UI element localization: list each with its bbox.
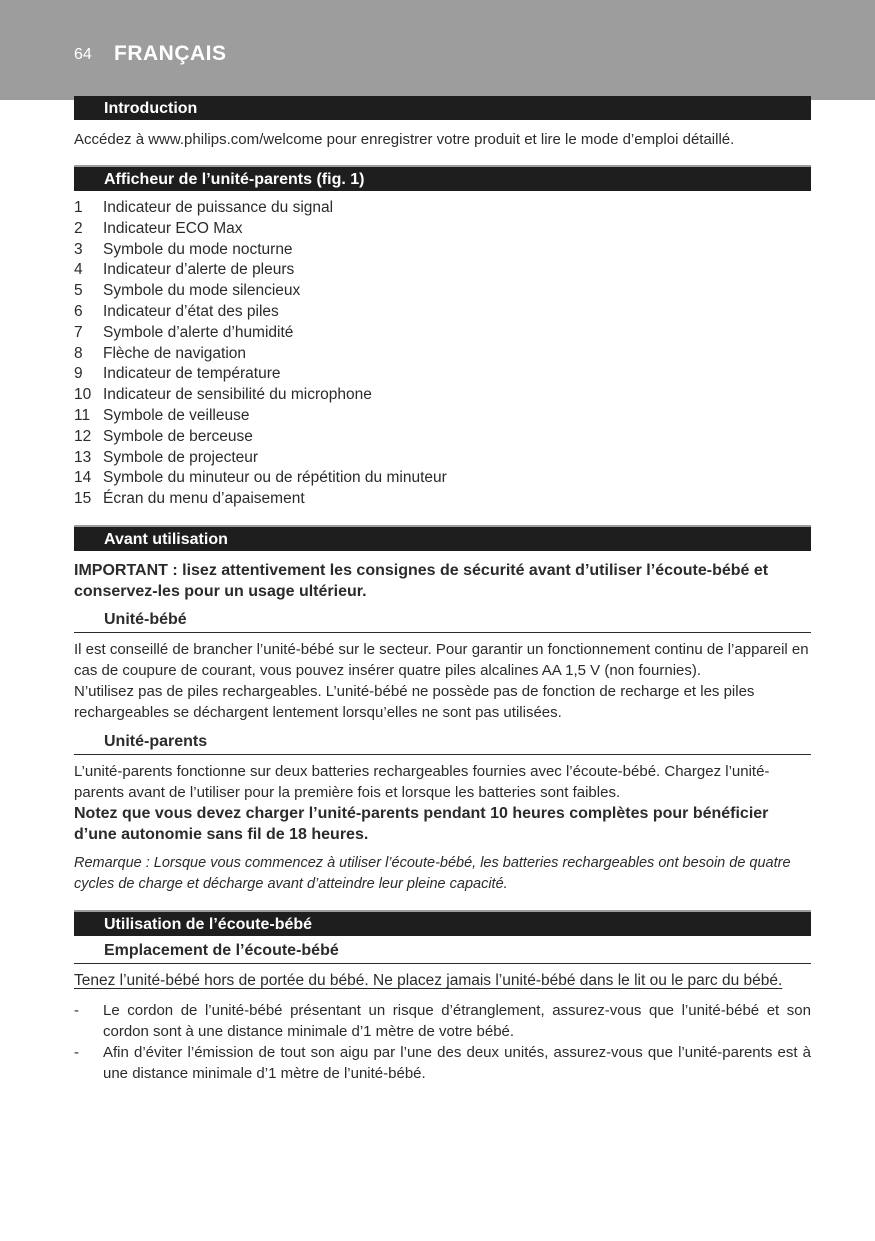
item-number: 4 bbox=[74, 261, 83, 279]
item-number: 5 bbox=[74, 282, 83, 300]
display-items-list bbox=[74, 198, 811, 510]
list-item bbox=[74, 323, 811, 344]
item-label: Indicateur de sensibilité du microphone bbox=[103, 386, 372, 404]
bullet-text: Afin d’éviter l’émission de tout son aigu par l’une des deux unités, assurez-vous que l’unité-parents est à une distance minimale d’1 mètre de l’unité-bébé. bbox=[103, 1043, 811, 1082]
list-item bbox=[74, 364, 811, 385]
item-label: Indicateur de température bbox=[103, 365, 281, 383]
list-item bbox=[74, 1042, 811, 1084]
item-number: 9 bbox=[74, 365, 83, 383]
item-label: Flèche de navigation bbox=[103, 344, 247, 362]
list-item bbox=[74, 219, 811, 240]
bullet-dash: - bbox=[74, 1001, 79, 1019]
item-label: Indicateur de puissance du signal bbox=[103, 199, 334, 216]
baby-unit-paragraph-2: N’utilisez pas de piles rechargeables. L’unité-bébé ne possède pas de fonction de recharge et les piles rechargeables se déchargent lentement lorsqu’elles ne sont pas utilisées. bbox=[74, 682, 755, 721]
item-number: 13 bbox=[74, 448, 92, 466]
charging-notice: Notez que vous devez charger l’unité-parents pendant 10 heures complètes pour bénéficier d’une autonomie sans fil de 18 heures. bbox=[74, 804, 769, 843]
item-number: 11 bbox=[74, 406, 91, 424]
item-label: Symbole du minuteur ou de répétition du minuteur bbox=[103, 469, 447, 487]
item-label: Indicateur ECO Max bbox=[103, 219, 243, 237]
list-item bbox=[74, 406, 811, 427]
item-label: Symbole de berceuse bbox=[103, 427, 253, 445]
list-item bbox=[74, 489, 811, 510]
placement-warning: Tenez l’unité-bébé hors de portée du bébé. Ne placez jamais l’unité-bébé dans le lit ou le parc du bébé. bbox=[74, 971, 783, 989]
important-notice: IMPORTANT : lisez attentivement les consignes de sécurité avant d’utiliser l’écoute-bébé et conservez-les pour un usage ultérieur. bbox=[74, 561, 769, 600]
item-number: 10 bbox=[74, 386, 92, 404]
item-label: Symbole d’alerte d’humidité bbox=[103, 323, 294, 341]
item-number: 14 bbox=[74, 469, 92, 487]
page-content bbox=[74, 94, 811, 1084]
item-label: Indicateur d’état des piles bbox=[103, 302, 279, 320]
subsection-baby-unit-title: Unité-bébé bbox=[74, 609, 811, 633]
list-item bbox=[74, 198, 811, 219]
item-label: Écran du menu d’apaisement bbox=[103, 490, 305, 508]
language-heading: FRANÇAIS bbox=[114, 42, 227, 65]
item-number: 3 bbox=[74, 240, 83, 258]
list-item bbox=[74, 385, 811, 406]
page-header bbox=[0, 0, 875, 100]
item-number: 2 bbox=[74, 219, 83, 237]
section-display-title: Afficheur de l’unité-parents (fig. 1) bbox=[74, 165, 811, 191]
item-number: 7 bbox=[74, 323, 83, 341]
list-item bbox=[74, 260, 811, 281]
item-label: Indicateur d’alerte de pleurs bbox=[103, 261, 295, 279]
item-number: 8 bbox=[74, 344, 83, 362]
item-label: Symbole du mode nocturne bbox=[103, 240, 293, 258]
page-number: 64 bbox=[74, 46, 92, 63]
battery-remark: Remarque : Lorsque vous commencez à utiliser l’écoute-bébé, les batteries rechargeables ont besoin de quatre cycles de charge et décharge avant d’atteindre leur pleine capacité. bbox=[74, 854, 791, 892]
list-item bbox=[74, 448, 811, 469]
item-number: 6 bbox=[74, 302, 83, 320]
subsection-placement-title: Emplacement de l’écoute-bébé bbox=[74, 940, 811, 964]
item-number: 12 bbox=[74, 427, 92, 445]
parent-unit-paragraph: L’unité-parents fonctionne sur deux batteries rechargeables fournies avec l’écoute-bébé. Chargez l’unité-parents avant de l’utiliser pour la première fois et lorsque les batteries sont faibles. bbox=[74, 762, 770, 801]
introduction-text: Accédez à www.philips.com/welcome pour enregistrer votre produit et lire le mode d’emploi détaillé. bbox=[74, 131, 735, 148]
list-item bbox=[74, 240, 811, 261]
list-item bbox=[74, 302, 811, 323]
item-label: Symbole du mode silencieux bbox=[103, 282, 301, 300]
list-item bbox=[74, 344, 811, 365]
subsection-parent-unit-title: Unité-parents bbox=[74, 731, 811, 755]
bullet-text: Le cordon de l’unité-bébé présentant un risque d’étranglement, assurez-vous que l’unité-bébé et son cordon sont à une distance minimale d’1 mètre de votre bébé. bbox=[103, 1001, 811, 1040]
bullet-dash: - bbox=[74, 1043, 79, 1061]
section-using-title: Utilisation de l’écoute-bébé bbox=[74, 910, 811, 936]
list-item bbox=[74, 427, 811, 448]
list-item bbox=[74, 468, 811, 489]
item-label: Symbole de projecteur bbox=[103, 448, 259, 466]
baby-unit-paragraph-1: Il est conseillé de brancher l’unité-bébé sur le secteur. Pour garantir un fonctionnement continu de l’appareil en cas de coupure de courant, vous pouvez insérer quatre piles alcalines AA 1,5 V (non fournies). bbox=[74, 640, 809, 679]
placement-bullets bbox=[74, 1000, 811, 1084]
item-number: 1 bbox=[74, 199, 83, 216]
list-item bbox=[74, 281, 811, 302]
section-introduction-title: Introduction bbox=[74, 94, 811, 120]
item-label: Symbole de veilleuse bbox=[103, 406, 250, 424]
item-number: 15 bbox=[74, 490, 92, 508]
list-item bbox=[74, 1000, 811, 1042]
section-before-use-title: Avant utilisation bbox=[74, 525, 811, 551]
